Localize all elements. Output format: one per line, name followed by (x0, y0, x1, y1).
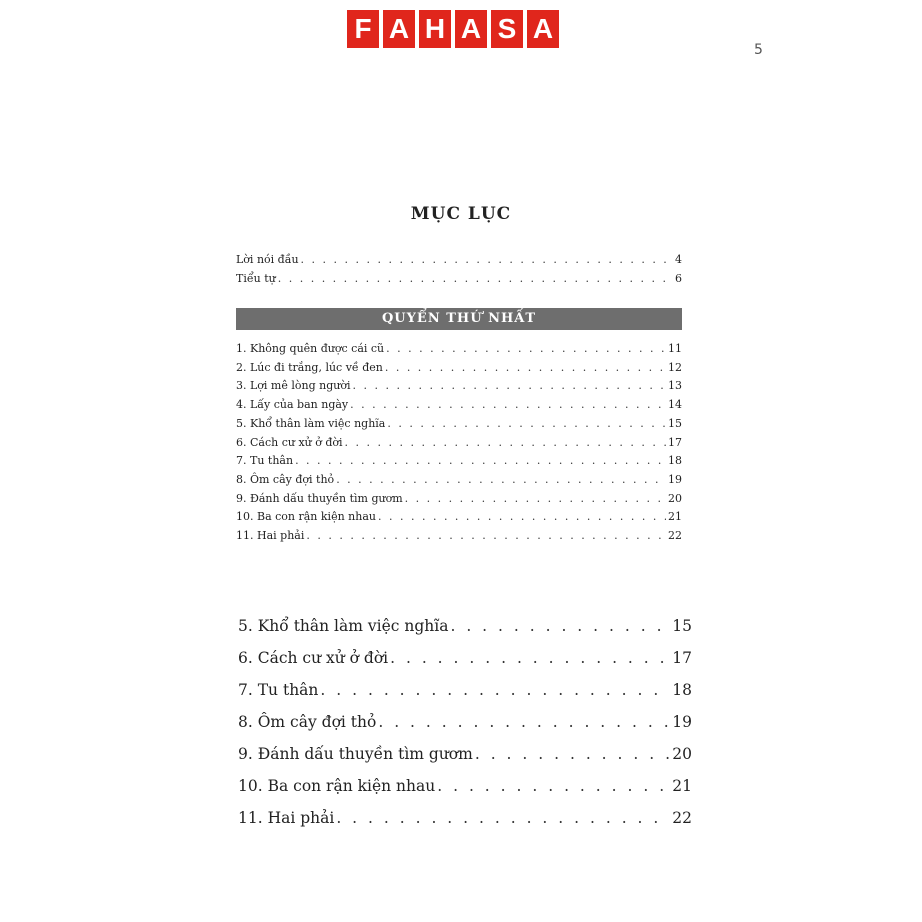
dot-leader (306, 527, 666, 546)
toc-entry-title: 4. Lấy của ban ngày (236, 398, 349, 412)
logo-letter: F (347, 10, 379, 48)
logo-letter: A (383, 10, 415, 48)
toc-entry-page: 12 (668, 360, 682, 374)
toc-entry-title: 3. Lợi mê lòng người (236, 379, 351, 393)
dot-leader (405, 490, 666, 509)
dot-leader (278, 269, 673, 288)
toc-entry[interactable] (236, 527, 682, 546)
toc-entry-title: 10. Ba con rận kiện nhau (236, 510, 376, 524)
toc-entry[interactable] (238, 770, 692, 802)
section-banner: QUYỂN THỨ NHẤT (236, 308, 682, 330)
toc-entry-title: 7. Tu thân (236, 454, 294, 468)
logo-letter: H (419, 10, 451, 48)
toc-entry-title: 10. Ba con rận kiện nhau (238, 777, 436, 795)
toc-entry[interactable] (236, 396, 682, 415)
toc-entry[interactable] (238, 738, 692, 770)
toc-entry-page: 17 (672, 649, 692, 667)
toc-entry-title: 9. Đánh dấu thuyền tìm gươm (238, 745, 473, 763)
toc-entry-page: 15 (672, 617, 692, 635)
toc-entry-page: 17 (668, 435, 682, 449)
toc-entry-page: 19 (672, 713, 692, 731)
dot-leader (336, 802, 670, 834)
toc-entry-title: 9. Đánh dấu thuyền tìm gươm (236, 491, 403, 505)
fahasa-logo (347, 10, 559, 48)
toc-entry-page: 20 (672, 745, 692, 763)
toc-entry-page: 21 (668, 510, 682, 524)
toc-entry-title: 11. Hai phải (238, 809, 335, 827)
dot-leader (390, 642, 670, 674)
dot-leader (386, 340, 666, 359)
toc-entry[interactable] (238, 706, 692, 738)
ornament-border-bottom (154, 866, 754, 884)
toc-entry-title: 2. Lúc đi trắng, lúc về đen (236, 360, 383, 374)
ornament-border-middle (160, 567, 750, 579)
dot-leader (295, 452, 666, 471)
toc-entry[interactable] (238, 610, 692, 642)
dot-leader (345, 434, 666, 453)
toc-entry[interactable] (236, 377, 682, 396)
page-number: 5 (754, 42, 763, 58)
dot-leader (437, 770, 670, 802)
dot-leader (385, 359, 666, 378)
toc-entry[interactable] (238, 802, 692, 834)
toc-entry[interactable] (236, 359, 682, 378)
toc-zoomed-list (238, 610, 692, 834)
toc-entry[interactable] (238, 674, 692, 706)
dot-leader (387, 415, 666, 434)
dot-leader (475, 738, 670, 770)
logo-letter: S (491, 10, 523, 48)
toc-entry[interactable] (236, 490, 682, 509)
dot-leader (350, 396, 666, 415)
ornament-border-top (160, 83, 750, 95)
toc-entry[interactable] (236, 250, 682, 269)
toc-entry-page: 14 (668, 398, 682, 412)
toc-list (236, 340, 682, 546)
dot-leader (301, 250, 673, 269)
dot-leader (353, 377, 667, 396)
toc-entry-page: 22 (668, 529, 682, 543)
toc-entry[interactable] (236, 415, 682, 434)
toc-entry-title: Lời nói đầu (236, 253, 299, 266)
toc-entry-title: 5. Khổ thân làm việc nghĩa (236, 416, 386, 430)
toc-entry-title: 6. Cách cư xử ở đời (236, 435, 343, 449)
toc-entry[interactable] (238, 642, 692, 674)
toc-entry-page: 6 (675, 272, 682, 285)
toc-entry-page: 22 (672, 809, 692, 827)
toc-entry-page: 18 (668, 454, 682, 468)
toc-entry-page: 4 (675, 253, 682, 266)
toc-entry-page: 18 (672, 681, 692, 699)
logo-letter: A (527, 10, 559, 48)
toc-entry-title: Tiểu tự (236, 272, 276, 285)
logo-letter: A (455, 10, 487, 48)
toc-entry[interactable] (236, 508, 682, 527)
toc-entry-title: 7. Tu thân (238, 681, 319, 699)
toc-entry[interactable] (236, 340, 682, 359)
dot-leader (378, 706, 670, 738)
toc-entry-page: 11 (668, 342, 682, 355)
toc-entry-page: 20 (668, 491, 682, 505)
toc-entry[interactable] (236, 269, 682, 288)
toc-entry-title: 6. Cách cư xử ở đời (238, 649, 389, 667)
toc-entry-title: 1. Không quên được cái cũ (236, 342, 385, 355)
toc-entry-title: 8. Ôm cây đợi thỏ (236, 472, 335, 486)
page-title: MỤC LỤC (410, 204, 512, 224)
toc-entry[interactable] (236, 434, 682, 453)
toc-entry-page: 19 (668, 472, 682, 486)
toc-entry[interactable] (236, 452, 682, 471)
toc-entry-page: 13 (668, 379, 682, 393)
dot-leader (320, 674, 670, 706)
front-matter-list (236, 250, 682, 288)
toc-entry-title: 5. Khổ thân làm việc nghĩa (238, 617, 449, 635)
toc-entry-page: 21 (672, 777, 692, 795)
dot-leader (336, 471, 666, 490)
dot-leader (378, 508, 666, 527)
toc-entry-title: 8. Ôm cây đợi thỏ (238, 713, 377, 731)
dot-leader (450, 610, 670, 642)
toc-entry[interactable] (236, 471, 682, 490)
toc-entry-title: 11. Hai phải (236, 529, 305, 543)
toc-entry-page: 15 (668, 416, 682, 430)
